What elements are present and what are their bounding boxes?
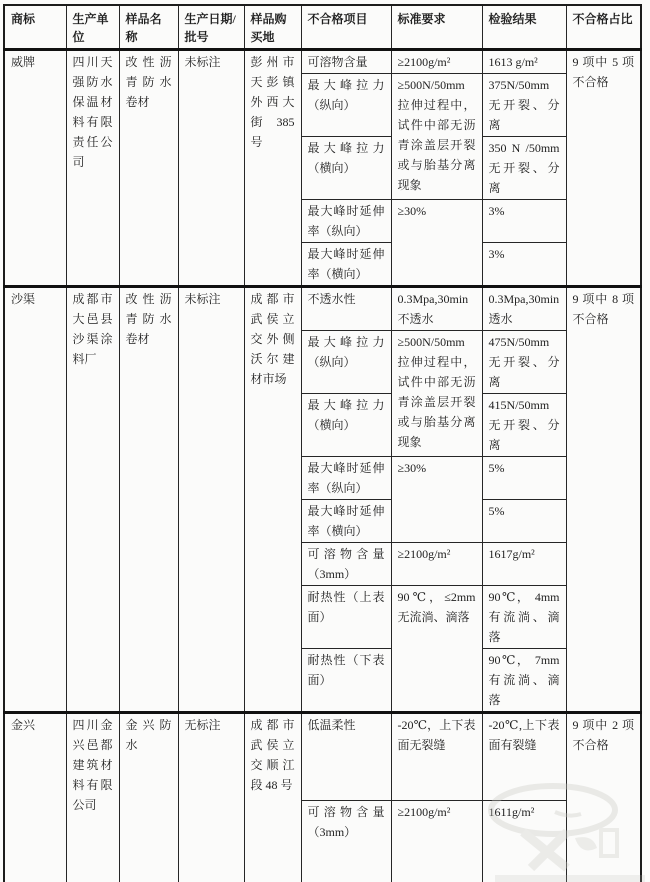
cell-producer: 四川金兴邑都建筑材料有限公司: [66, 713, 119, 882]
cell-result: 415N/50mm 无开裂、分离: [482, 394, 566, 457]
cell-fail-item: 最大峰时延伸率（纵向）: [301, 457, 391, 500]
table-row: [4, 287, 641, 331]
column-header-0: 商标: [4, 5, 66, 50]
cell-result: 475N/50mm 无开裂、分离: [482, 331, 566, 394]
cell-result: 350 N /50mm 无开裂、分离: [482, 137, 566, 200]
cell-fail-item: 最大峰时延伸率（横向）: [301, 243, 391, 287]
cell-standard: ≥30%: [391, 457, 482, 543]
cell-result: 375N/50mm 无开裂、分离: [482, 74, 566, 137]
inspection-table: [3, 4, 642, 882]
cell-fail-item: 不透水性: [301, 287, 391, 331]
cell-result: 5%: [482, 457, 566, 500]
cell-fail-item: 可溶物含量（3mm）: [301, 801, 391, 882]
table-body: [4, 50, 641, 882]
cell-standard: ≥30%: [391, 200, 482, 287]
cell-result: 0.3Mpa,30min 透水: [482, 287, 566, 331]
column-header-1: 生产单位: [66, 5, 119, 50]
cell-fail-item: 最大峰拉力（横向）: [301, 137, 391, 200]
header-row: [4, 5, 641, 50]
cell-result: 1613 g/m²: [482, 50, 566, 74]
cell-purchase-place: 彭州市天彭镇外西大街 385 号: [244, 50, 301, 287]
cell-result: 1611g/m²: [482, 801, 566, 882]
column-header-8: 不合格占比: [566, 5, 641, 50]
cell-fail-item: 最大峰时延伸率（纵向）: [301, 200, 391, 243]
column-header-7: 检验结果: [482, 5, 566, 50]
cell-sample-name: 改性沥青防水卷材: [119, 50, 178, 287]
cell-result: -20℃,上下表面有裂缝: [482, 713, 566, 801]
cell-fail-item: 最大峰拉力（纵向）: [301, 331, 391, 394]
cell-fail-item: 可溶物含量: [301, 50, 391, 74]
cell-standard: ≥2100g/m²: [391, 543, 482, 586]
cell-batch: 无标注: [178, 713, 244, 882]
cell-sample-name: 金兴防水: [119, 713, 178, 882]
cell-fail-item: 低温柔性: [301, 713, 391, 801]
column-header-5: 不合格项目: [301, 5, 391, 50]
cell-result: 90℃， 4mm 有流淌、滴落: [482, 586, 566, 649]
table-header: [4, 5, 641, 50]
cell-producer: 四川天强防水保温材料有限责任公司: [66, 50, 119, 287]
cell-standard: ≥2100g/m²: [391, 50, 482, 74]
cell-fail-item: 耐热性（下表面）: [301, 649, 391, 713]
cell-batch: 未标注: [178, 287, 244, 713]
cell-brand: 威牌: [4, 50, 66, 287]
column-header-6: 标准要求: [391, 5, 482, 50]
column-header-4: 样品购买地: [244, 5, 301, 50]
cell-standard: ≥500N/50mm 拉伸过程中，试件中部无沥青涂盖层开裂或与胎基分离现象: [391, 331, 482, 457]
cell-result: 1617g/m²: [482, 543, 566, 586]
table-row: [4, 50, 641, 74]
cell-purchase-place: 成都市武侯立交外侧沃尔建材市场: [244, 287, 301, 713]
cell-standard: -20℃，上下表面无裂缝: [391, 713, 482, 801]
cell-fail-ratio: 9 项中 2 项不合格: [566, 713, 641, 882]
cell-fail-item: 最大峰拉力（横向）: [301, 394, 391, 457]
column-header-3: 生产日期/批号: [178, 5, 244, 50]
cell-standard: ≥2100g/m²: [391, 801, 482, 882]
cell-sample-name: 改性沥青防水卷材: [119, 287, 178, 713]
cell-purchase-place: 成都市武侯立交顺江段 48 号: [244, 713, 301, 882]
cell-brand: 金兴: [4, 713, 66, 882]
cell-result: 3%: [482, 243, 566, 287]
cell-fail-item: 最大峰拉力（纵向）: [301, 74, 391, 137]
table-row: [4, 713, 641, 801]
column-header-2: 样品名称: [119, 5, 178, 50]
cell-result: 90℃， 7mm 有流淌、滴落: [482, 649, 566, 713]
cell-standard: ≥500N/50mm 拉伸过程中，试件中部无沥青涂盖层开裂或与胎基分离现象: [391, 74, 482, 200]
cell-producer: 成都市大邑县沙渠涂料厂: [66, 287, 119, 713]
cell-fail-ratio: 9 项中 8 项不合格: [566, 287, 641, 713]
cell-result: 3%: [482, 200, 566, 243]
cell-fail-item: 最大峰时延伸率（横向）: [301, 500, 391, 543]
cell-brand: 沙渠: [4, 287, 66, 713]
cell-fail-item: 可溶物含量（3mm）: [301, 543, 391, 586]
cell-fail-item: 耐热性（上表面）: [301, 586, 391, 649]
cell-standard: 90℃，≤2mm 无流淌、滴落: [391, 586, 482, 713]
cell-fail-ratio: 9 项中 5 项不合格: [566, 50, 641, 287]
cell-result: 5%: [482, 500, 566, 543]
cell-batch: 未标注: [178, 50, 244, 287]
cell-standard: 0.3Mpa,30min 不透水: [391, 287, 482, 331]
